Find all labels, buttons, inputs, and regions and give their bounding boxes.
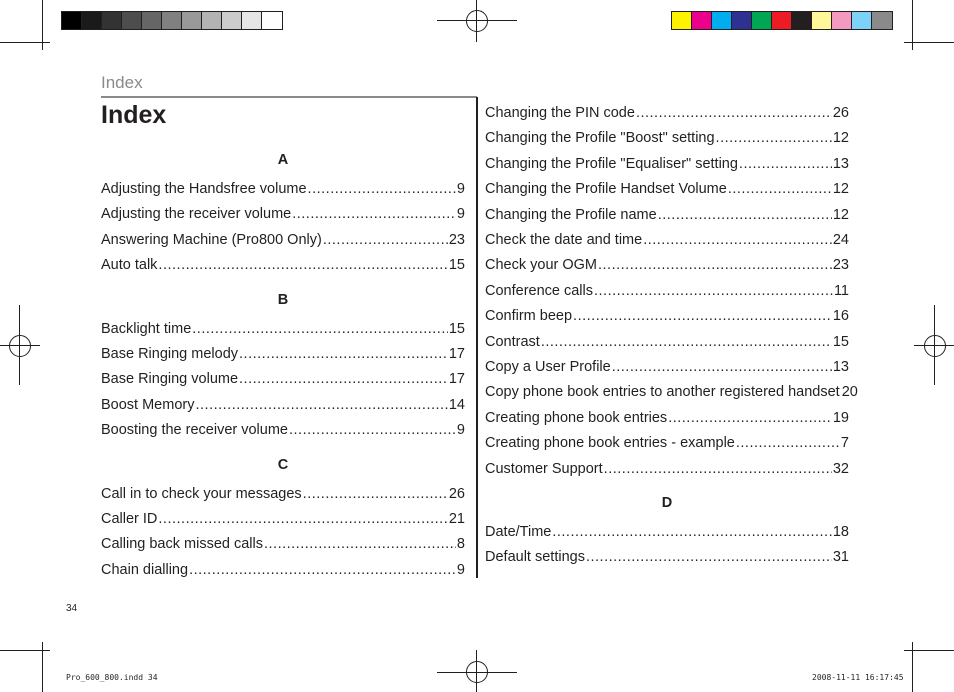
index-entry-text: Check the date and time xyxy=(485,232,643,248)
index-entry-text: Creating phone book entries xyxy=(485,409,668,426)
index-entry[interactable] xyxy=(101,561,465,579)
dot-leader xyxy=(598,256,832,274)
index-entry[interactable] xyxy=(485,231,849,249)
dot-leader xyxy=(636,104,832,122)
index-entry[interactable] xyxy=(485,206,849,224)
index-entry-page: 13 xyxy=(832,359,849,375)
registration-target-icon xyxy=(466,10,488,32)
index-entry[interactable] xyxy=(101,345,465,363)
index-entry-text: Check your OGM xyxy=(485,257,597,274)
crop-mark xyxy=(904,650,954,651)
dot-leader xyxy=(594,282,833,300)
dot-leader xyxy=(289,421,456,439)
index-entry-page: 23 xyxy=(832,257,849,274)
dot-leader xyxy=(658,206,832,224)
column-divider xyxy=(476,97,478,578)
dot-leader xyxy=(586,548,832,566)
dot-leader xyxy=(158,510,447,528)
dot-leader xyxy=(643,231,832,249)
color-swatch xyxy=(832,12,852,29)
index-entry[interactable] xyxy=(485,155,849,173)
index-entry-page: 13 xyxy=(832,155,849,172)
index-letter-heading: C xyxy=(277,456,289,473)
index-entry[interactable] xyxy=(101,320,465,338)
index-entry-page: 14 xyxy=(448,396,465,413)
index-entry-page: 19 xyxy=(832,409,849,426)
index-entry-page: 9 xyxy=(456,422,465,439)
dot-leader xyxy=(604,460,832,478)
index-entry-page: 8 xyxy=(456,536,465,553)
index-entry-text: Changing the PIN code xyxy=(485,105,635,121)
color-swatch xyxy=(122,12,142,29)
index-entry-text: Auto talk xyxy=(101,257,158,274)
color-swatch xyxy=(792,12,812,29)
color-swatch xyxy=(852,12,872,29)
page-number: 34 xyxy=(66,603,78,614)
index-entry[interactable] xyxy=(101,205,465,223)
index-entry-text: Changing the Profile "Equaliser" setting xyxy=(485,155,738,172)
dot-leader xyxy=(303,485,448,503)
color-swatch xyxy=(162,12,182,29)
index-entry[interactable] xyxy=(485,180,849,198)
index-entry[interactable] xyxy=(485,129,849,147)
index-entry-page: 15 xyxy=(448,257,465,274)
color-swatch xyxy=(752,12,772,29)
dot-leader xyxy=(728,180,832,198)
section-label: Index xyxy=(101,73,143,92)
index-entry-page: 16 xyxy=(832,308,849,325)
index-entry[interactable] xyxy=(485,282,849,300)
index-entry[interactable] xyxy=(485,409,849,427)
index-entry-text: Calling back missed calls xyxy=(101,536,263,553)
slug-file: Pro_600_800.indd 34 xyxy=(66,673,158,682)
color-swatch xyxy=(182,12,202,29)
index-entry[interactable] xyxy=(485,358,849,376)
index-entry[interactable] xyxy=(101,510,465,528)
dot-leader xyxy=(668,409,832,427)
index-entry-page: 23 xyxy=(448,231,465,248)
index-entry[interactable] xyxy=(101,370,465,388)
dot-leader xyxy=(716,129,832,147)
index-entry[interactable] xyxy=(485,434,849,452)
index-entry-page: 9 xyxy=(456,561,465,578)
color-swatch xyxy=(732,12,752,29)
header-rule xyxy=(101,96,477,98)
color-swatch xyxy=(692,12,712,29)
color-swatch xyxy=(142,12,162,29)
index-entry[interactable] xyxy=(485,307,849,325)
index-entry-text: Copy phone book entries to another registered handset xyxy=(485,384,840,401)
index-entry-page: 9 xyxy=(456,181,465,197)
dot-leader xyxy=(308,180,456,198)
index-entry[interactable] xyxy=(101,231,465,249)
dot-leader xyxy=(239,370,448,388)
index-entry-page: 26 xyxy=(448,485,465,502)
index-entry-text: Chain dialling xyxy=(101,561,189,578)
color-swatch xyxy=(772,12,792,29)
color-swatch xyxy=(222,12,242,29)
index-entry-text: Call in to check your messages xyxy=(101,485,302,502)
index-entry[interactable] xyxy=(101,535,465,553)
index-entry-page: 17 xyxy=(448,371,465,388)
index-entry-text: Default settings xyxy=(485,549,585,566)
dot-leader xyxy=(192,320,448,338)
index-entry-text: Customer Support xyxy=(485,460,603,477)
index-entry[interactable] xyxy=(101,396,465,414)
color-swatch xyxy=(62,12,82,29)
crop-mark xyxy=(0,650,50,651)
index-entry-page: 18 xyxy=(832,524,849,540)
index-entry-page: 24 xyxy=(832,232,849,248)
index-entry-text: Date/Time xyxy=(485,524,552,540)
index-entry[interactable] xyxy=(101,421,465,439)
crop-mark xyxy=(904,42,954,43)
index-entry-text: Changing the Profile Handset Volume xyxy=(485,181,727,198)
index-entry-text: Adjusting the Handsfree volume xyxy=(101,181,307,197)
color-swatch xyxy=(102,12,122,29)
color-swatch xyxy=(82,12,102,29)
index-entry-page: 15 xyxy=(448,320,465,337)
index-entry[interactable] xyxy=(485,523,849,541)
index-entry[interactable] xyxy=(485,460,849,478)
index-entry-text: Changing the Profile name xyxy=(485,206,657,223)
color-swatch xyxy=(262,12,282,29)
index-entry-page: 11 xyxy=(833,282,849,299)
index-letter-heading: D xyxy=(661,495,673,511)
index-letter-heading: B xyxy=(277,291,289,308)
slug-date: 2008-11-11 16:17:45 xyxy=(812,673,904,682)
index-entry-text: Creating phone book entries - example xyxy=(485,435,735,452)
color-calibration-bar xyxy=(671,11,893,30)
dot-leader xyxy=(612,358,832,376)
color-swatch xyxy=(812,12,832,29)
index-entry-page: 21 xyxy=(448,511,465,527)
index-entry-text: Boost Memory xyxy=(101,396,195,413)
index-entry[interactable] xyxy=(101,485,465,503)
dot-leader xyxy=(158,256,447,274)
index-entry-text: Copy a User Profile xyxy=(485,359,611,375)
index-letter-heading: A xyxy=(277,152,289,168)
index-entry-page: 12 xyxy=(832,130,849,147)
registration-target-icon xyxy=(924,335,946,357)
color-swatch xyxy=(202,12,222,29)
grayscale-calibration-bar xyxy=(61,11,283,30)
index-entry-text: Conference calls xyxy=(485,282,593,299)
dot-leader xyxy=(323,231,448,249)
dot-leader xyxy=(189,561,456,579)
index-entry-page: 31 xyxy=(832,549,849,566)
index-entry-text: Base Ringing volume xyxy=(101,371,239,388)
index-entry[interactable] xyxy=(485,383,858,401)
registration-target-icon xyxy=(466,661,488,683)
index-entry-text: Backlight time xyxy=(101,320,192,337)
index-entry[interactable] xyxy=(101,180,465,198)
index-entry-page: 20 xyxy=(841,384,858,401)
index-entry[interactable] xyxy=(485,548,849,566)
index-entry-page: 12 xyxy=(832,206,849,223)
index-entry-page: 26 xyxy=(832,105,849,121)
color-swatch xyxy=(242,12,262,29)
index-entry-page: 9 xyxy=(456,206,465,223)
index-entry-text: Caller ID xyxy=(101,511,158,527)
dot-leader xyxy=(736,434,840,452)
registration-target-icon xyxy=(9,335,31,357)
dot-leader xyxy=(239,345,448,363)
index-entry-text: Base Ringing melody xyxy=(101,346,239,362)
index-entry-page: 17 xyxy=(448,346,465,362)
index-entry-text: Answering Machine (Pro800 Only) xyxy=(101,231,322,248)
index-entry-page: 15 xyxy=(832,333,849,350)
dot-leader xyxy=(195,396,447,414)
page-title: Index xyxy=(101,101,167,129)
index-entry-text: Changing the Profile "Boost" setting xyxy=(485,130,715,147)
index-entry-page: 12 xyxy=(832,181,849,198)
crop-mark xyxy=(0,42,50,43)
index-entry[interactable] xyxy=(101,256,465,274)
index-entry[interactable] xyxy=(485,256,849,274)
dot-leader xyxy=(541,333,832,351)
dot-leader xyxy=(264,535,456,553)
dot-leader xyxy=(552,523,832,541)
dot-leader xyxy=(292,205,456,223)
dot-leader xyxy=(739,155,832,173)
color-swatch xyxy=(712,12,732,29)
index-entry-text: Confirm beep xyxy=(485,308,573,325)
color-swatch xyxy=(672,12,692,29)
index-entry-text: Boosting the receiver volume xyxy=(101,422,288,439)
index-entry[interactable] xyxy=(485,104,849,122)
index-entry-page: 7 xyxy=(840,435,849,452)
color-swatch xyxy=(872,12,892,29)
index-entry[interactable] xyxy=(485,333,849,351)
index-entry-text: Adjusting the receiver volume xyxy=(101,206,292,223)
index-entry-page: 32 xyxy=(832,460,849,477)
index-entry-text: Contrast xyxy=(485,333,540,350)
dot-leader xyxy=(573,307,832,325)
